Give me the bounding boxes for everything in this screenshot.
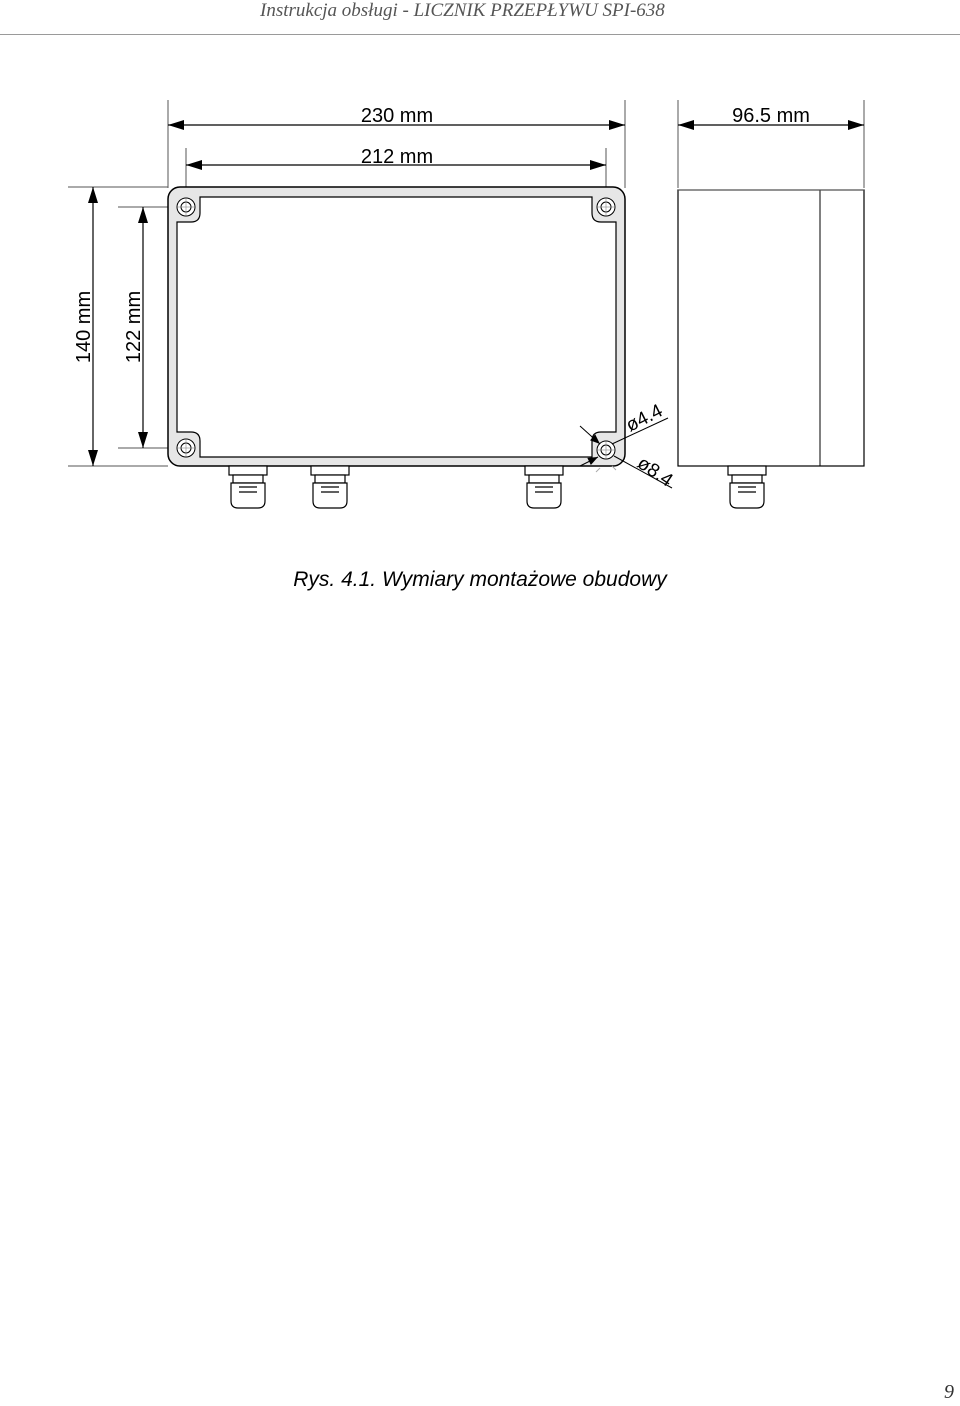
hole-large-label: ø8.4: [633, 452, 677, 492]
enclosure-lid: [177, 197, 616, 457]
dim-212-label: 212 mm: [360, 146, 434, 168]
mounting-dimensions-drawing: [0, 0, 960, 560]
hole-small-label: ø4.4: [622, 400, 667, 437]
screw-hole-top-left: [177, 198, 195, 216]
enclosure-front-view: [168, 187, 625, 508]
cable-gland-side: [728, 466, 766, 508]
side-body: [678, 190, 864, 466]
dim-96-label: 96.5 mm: [732, 105, 810, 127]
dim-122-label: 122 mm: [123, 290, 145, 364]
dim-140-label: 140 mm: [73, 290, 95, 364]
cable-gland-3: [525, 466, 563, 508]
screw-hole-top-right: [597, 198, 615, 216]
dim-230-label: 230 mm: [360, 105, 434, 127]
cable-gland-1: [229, 466, 267, 508]
header-title: Instrukcja obsługi - LICZNIK PRZEPŁYWU SPI-638: [260, 0, 665, 21]
cable-gland-2: [311, 466, 349, 508]
page-number: 9: [944, 1381, 954, 1403]
figure-caption: Rys. 4.1. Wymiary montażowe obudowy: [293, 568, 667, 591]
enclosure-side-view: [678, 190, 864, 508]
screw-hole-bottom-left: [177, 439, 195, 457]
